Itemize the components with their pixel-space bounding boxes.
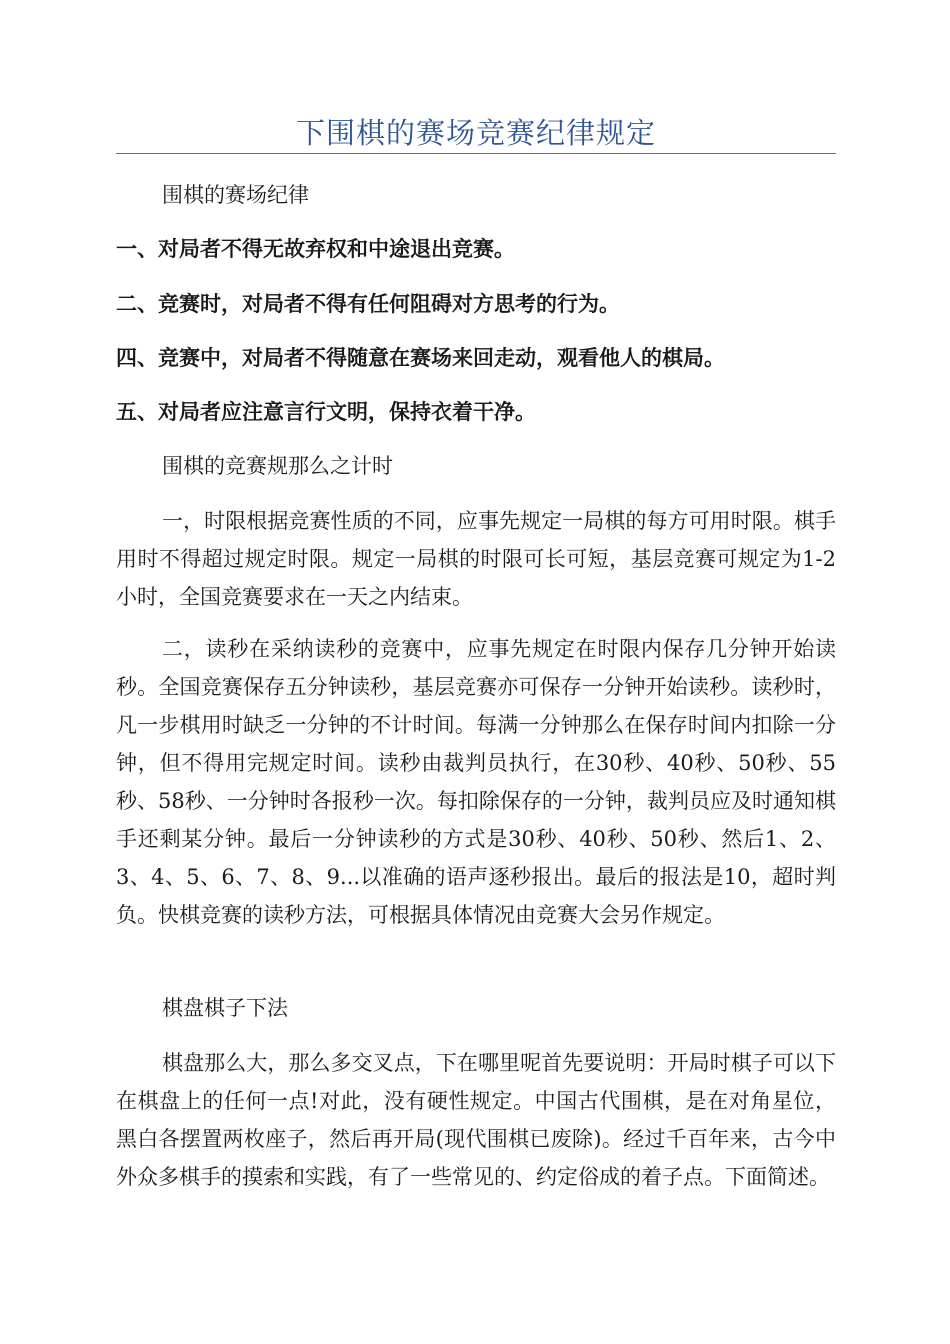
- document-page: [116, 0, 836, 1189]
- rule-item: 二、竞赛时，对局者不得有任何阻碍对方思考的行为。: [116, 292, 620, 316]
- rule-item: 五、对局者应注意言行文明，保持衣着干净。: [116, 400, 536, 424]
- paragraph-board-points: 棋盘那么大，那么多交叉点，下在哪里呢首先要说明：开局时棋子可以下在棋盘上的任何一点!对此，没有硬性规定。中国古代围棋，是在对角星位，黑白各摆置两枚座子，然后再开局(现代围棋已废除)。经过千百年来，古今中外众多棋手的摸索和实践，有了一些常见的、约定俗成的着子点。下面简述。: [116, 1051, 836, 1189]
- section-heading-board: 棋盘棋子下法: [162, 996, 288, 1020]
- paragraph-time-limit: 一，时限根据竞赛性质的不同，应事先规定一局棋的每方可用时限。棋手用时不得超过规定时限。规定一局棋的时限可长可短，基层竞赛可规定为1-2小时，全国竞赛要求在一天之内结束。: [116, 509, 836, 609]
- section-heading-discipline: 围棋的赛场纪律: [162, 183, 309, 207]
- section-heading-timing: 围棋的竞赛规那么之计时: [162, 454, 393, 478]
- paragraph-byoyomi: 二，读秒在采纳读秒的竞赛中，应事先规定在时限内保存几分钟开始读秒。全国竞赛保存五分钟读秒，基层竞赛亦可保存一分钟开始读秒。读秒时，凡一步棋用时缺乏一分钟的不计时间。每满一分钟那么在保存时间内扣除一分钟，但不得用完规定时间。读秒由裁判员执行，在30秒、40秒、50秒、55秒、58秒、一分钟时各报秒一次。每扣除保存的一分钟，裁判员应及时通知棋手还剩某分钟。最后一分钟读秒的方式是30秒、40秒、50秒、然后1、2、3、4、5、6、7、8、9...以准确的语声逐秒报出。最后的报法是10，超时判负。快棋竞赛的读秒方法，可根据具体情况由竞赛大会另作规定。: [116, 637, 836, 927]
- rule-item: 四、竞赛中，对局者不得随意在赛场来回走动，观看他人的棋局。: [116, 346, 725, 370]
- document-title: 下围棋的赛场竞赛纪律规定: [295, 116, 656, 150]
- title-underline: [116, 153, 836, 154]
- rule-item: 一、对局者不得无故弃权和中途退出竞赛。: [116, 237, 515, 261]
